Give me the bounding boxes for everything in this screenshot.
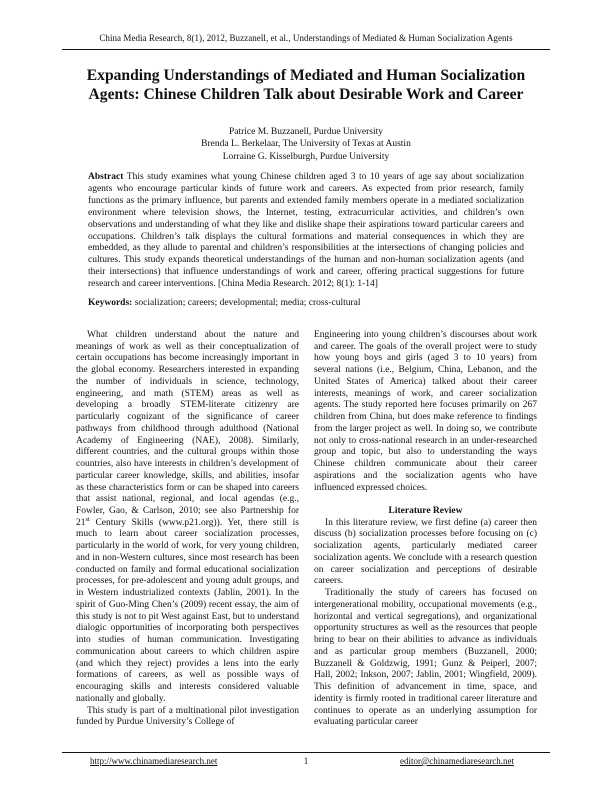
- article-title: [62, 66, 550, 104]
- keywords: [88, 298, 524, 308]
- author-3: Lorraine G. Kisselburgh, Purdue University: [222, 151, 390, 162]
- footer-rule: [62, 752, 550, 753]
- body-paragraph: Engineering into young children’s discourses about work and career. The goals of the overall project were to study how young boys and girls (aged 3 to 10 years) from several nations (i.e., Belgium, China, Lebanon, and the United States of America) talked about their career interests, meanings of work, and career socialization agents. The study reported here focuses primarily on 267 children from China, but does make reference to findings from the larger project as well. In doing so, we contribute not only to cross-national research in an under-researched group and topic, but also to understanding the ways Chinese children communicate about their career aspirations and the socialization agents who have influenced expressed choices.: [314, 330, 537, 493]
- abstract-label: Abstract: [88, 172, 124, 182]
- superscript: st: [85, 515, 90, 523]
- running-header: China Media Research, 8(1), 2012, Buzzanell, et al., Understandings of Mediated & Human Socialization Agents: [99, 33, 513, 43]
- footer-website-link[interactable]: http://www.chinamediaresearch.net: [90, 756, 218, 766]
- body-column-left: [76, 330, 299, 729]
- header-rule: [62, 49, 550, 50]
- spacer: [314, 494, 537, 506]
- author-1: Patrice M. Buzzanell, Purdue University: [228, 127, 384, 137]
- page-number: 1: [303, 756, 309, 766]
- author-2: Brenda L. Berkelaar, The University of Texas at Austin: [201, 139, 411, 150]
- abstract: [88, 172, 524, 291]
- body-paragraph: This study is part of a multinational pilot investigation funded by Purdue University’s College of: [76, 705, 299, 728]
- body-paragraph: Traditionally the study of careers has focused on intergenerational mobility, occupational movements (e.g., horizontal and vertical segregations), and organizational opportunity structures as well as the resources that people bring to bear on their abilities to advance as individuals and as particular group members (Buzzanell, 2000; Buzzanell & Goldzwig, 1991; Gunz & Peiperl, 2007; Hall, 2002; Inkson, 2007; Jablin, 2001; Wingfield, 2009). This definition of advancement in time, space, and identity is firmly rooted in traditional career literature and continues to operate as an underlying assumption for evaluating particular career: [314, 588, 537, 728]
- author-list: [62, 126, 550, 163]
- body-paragraph: In this literature review, we first define (a) career then discuss (b) socialization processes before focusing on (c) socialization agents, particularly mediated career socialization agents. We conclude with a research question on career socialization and perceptions of desirable careers.: [314, 517, 537, 587]
- keywords-label: Keywords:: [88, 298, 133, 308]
- footer-email-link[interactable]: editor@chinamediaresearch.net: [400, 756, 514, 766]
- body-text: What children understand about the nature and meanings of work as well as their conceptualization of certain occupations has become increasingly important in the global economy. Researchers interested in expanding the number of individuals in science, technology, engineering, and math (STEM) areas as well as developing a broadly STEM-literate citizenry are particularly cognizant of the significance of career pathways from childhood through adulthood (National Academy of Engineering (NAE), 2008). Similarly, different countries, and the cultural groups within those countries, also have interests in children’s development of particular career knowledge, skills, and abilities, insofar as these characteristics form or can be shaped into careers that assist national, regional, and local agendas (e.g., Fowler, Gao, & Carlson, 2010; see also Partnership for 21: [76, 330, 299, 528]
- abstract-text: This study examines what young Chinese children aged 3 to 10 years of age say about socialization agents who encourage particular kinds of future work and careers. As expected from prior research, family functions as the primary influence, but parents and extended family members operate in a mediated socialization environment where television shows, the Internet, testing, extracurricular activities, and children’s own observations and understanding of what they like and dislike shape their aspirations toward particular careers and occupations. Children’s talk displays the cultural formations and material consequences in which they are embedded, as they allude to parental and children’s responsibilities at the intersections of changing policies and cultures. This study expands theoretical understandings of the human and non-human socialization agents (and their intersections) that influence understandings of work and career, offering practical suggestions for future research and career interventions. [China Media Research. 2012; 8(1): 1-14]: [88, 172, 524, 290]
- article-title-line-1: Expanding Understandings of Mediated and Human Socialization: [86, 67, 526, 84]
- section-heading: Literature Review: [388, 506, 463, 517]
- body-column-right: [314, 330, 537, 729]
- body-paragraph: [76, 330, 299, 706]
- article-title-line-2: Agents: Chinese Children Talk about Desirable Work and Career: [88, 86, 524, 103]
- body-text: Century Skills (www.p21.org)). Yet, there still is much to learn about career socialization processes, particularly in the world of work, for very young children, and in non-Western cultures, since most research has been conducted on family and formal educational socialization processes, for pre-adolescent and young adult groups, and in Western industrialized contexts (Jablin, 2001). In the spirit of Guo-Ming Chen’s (2009) recent essay, the aim of this study is not to pit West against East, but to understand dialogic opportunities of incorporating both perspectives into studies of human communication. Investigating communication about careers to which children aspire (and which they reject) provides a lens into the early formations of careers, as well as possible ways of encouraging skills and interests considered valuable nationally and globally.: [76, 517, 299, 704]
- keywords-text: socialization; careers; developmental; media; cross-cultural: [132, 298, 361, 308]
